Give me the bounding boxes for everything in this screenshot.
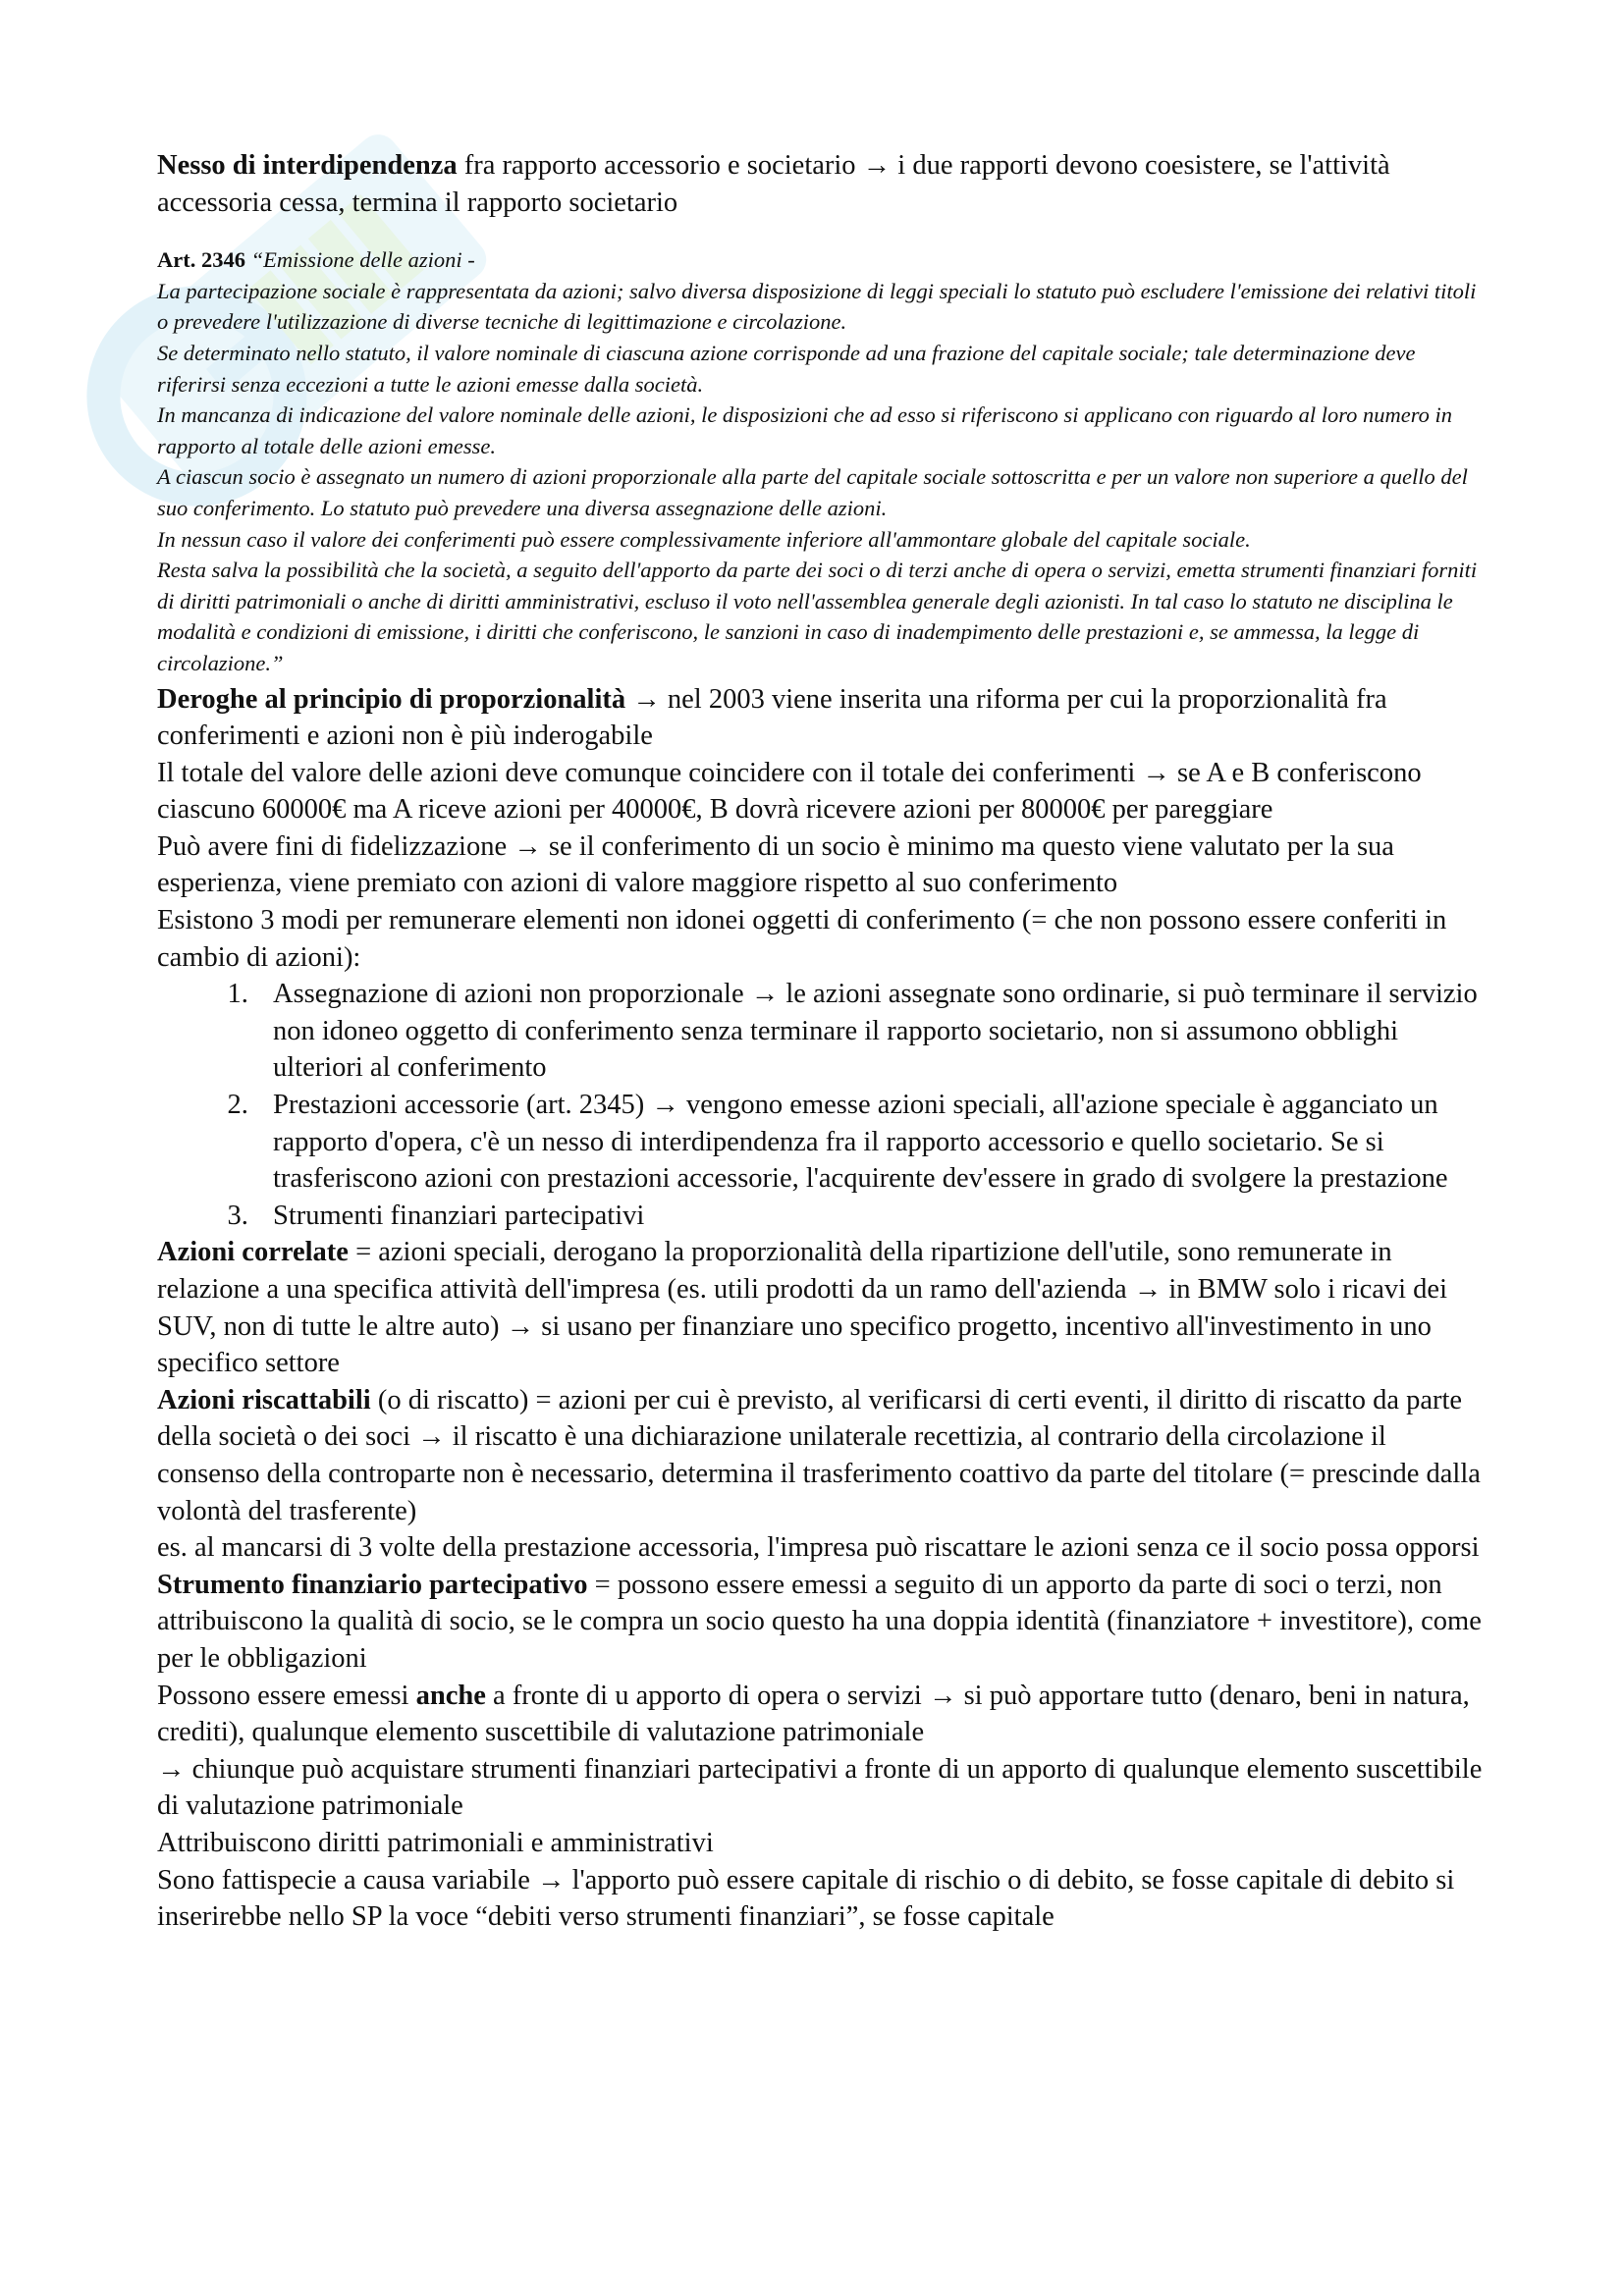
- article-title: “Emissione delle azioni -: [244, 247, 475, 273]
- strumento-term: Strumento finanziario partecipativo: [157, 1569, 588, 1600]
- article-2346-quote: [157, 244, 1483, 678]
- strumento-paragraph: Strumento finanziario partecipativo = possono essere emessi a seguito di un apporto da parte di soci o terzi, non attribuiscono la qualità di socio, se le compra un socio questo ha una doppia identità (finanziatore + investitore), come per le obbligazioni: [157, 1569, 1482, 1674]
- article-line: A ciascun socio è assegnato un numero di azioni proporzionale alla parte del capitale sociale sottoscritta e per un valore non superiore a quello del suo conferimento. Lo statuto può prevedere una diversa assegnazione delle azioni.: [157, 464, 1468, 520]
- totale-paragraph: Il totale del valore delle azioni deve comunque coincidere con il totale dei conferimenti → se A e B conferiscono ciascuno 60000€ ma A riceve azioni per 40000€, B dovrà ricevere azioni per 80000€ per pareggiare: [157, 757, 1422, 826]
- correlate-term: Azioni correlate: [157, 1237, 349, 1268]
- anche-term: anche: [415, 1680, 486, 1711]
- fattispecie-paragraph: Sono fattispecie a causa variabile → l'apporto può essere capitale di rischio o di debito, se fosse capitale di debito si inserirebbe nello SP la voce “debiti verso strumenti finanziari”, se fosse capitale: [157, 1864, 1455, 1933]
- article-line: Resta salva la possibilità che la società, a seguito dell'apporto da parte dei soci o di terzi anche di opera o servizi, emetta strumenti finanziari forniti di diritti patrimoniali o anche di diritti amministrativi, escluso il voto nell'assemblea generale degli azionisti. In tal caso lo statuto ne disciplina le modalità e condizioni di emissione, i diritti che conferiscono, le sanzioni in caso di inadempimento delle prestazioni e, se ammessa, la legge di circolazione.”: [157, 558, 1478, 675]
- riscattabili-term: Azioni riscattabili: [157, 1384, 371, 1415]
- deroghe-paragraph: Deroghe al principio di proporzionalità → nel 2003 viene inserita una riforma per cui la proporzionalità fra conferimenti e azioni non è più inderogabile: [157, 683, 1387, 752]
- modi-list: [157, 976, 1483, 1234]
- riscattabili-paragraph: Azioni riscattabili (o di riscatto) = azioni per cui è previsto, al verificarsi di certi eventi, il diritto di riscatto da parte della società o dei soci → il riscatto è una dichiarazione unilaterale recettizia, al contrario della circolazione il consenso della controparte non è necessario, determina il trasferimento coattivo da parte del titolare (= prescinde dalla volontà del trasferente): [157, 1384, 1481, 1526]
- fidelizzazione-paragraph: Può avere fini di fidelizzazione → se il conferimento di un socio è minimo ma questo viene valutato per la sua esperienza, viene premiato con azioni di valore maggiore rispetto al suo conferimento: [157, 830, 1394, 899]
- esempio-paragraph: es. al mancarsi di 3 volte della prestazione accessoria, l'impresa può riscattare le azioni senza ce il socio possa opporsi: [157, 1532, 1480, 1564]
- correlate-paragraph: Azioni correlate = azioni speciali, derogano la proporzionalità della ripartizione dell'utile, sono remunerate in relazione a una specifica attività dell'impresa (es. utili prodotti da un ramo dell'azienda → in BMW solo i ricavi dei SUV, non di tutte le altre auto) → si usano per finanziare uno specifico progetto, incentivo all'investimento in uno specifico settore: [157, 1237, 1447, 1379]
- article-line: Se determinato nello statuto, il valore nominale di ciascuna azione corrisponde ad una frazione del capitale sociale; tale determinazione deve riferirsi senza eccezioni a tutte le azioni emesse dalla società.: [157, 340, 1416, 397]
- deroghe-term: Deroghe al principio di proporzionalità: [157, 683, 626, 715]
- article-line: In nessun caso il valore dei conferimenti può essere complessivamente inferiore all'ammontare globale del capitale sociale.: [157, 526, 1251, 552]
- anche-paragraph: Possono essere emessi anche a fronte di u apporto di opera o servizi → si può apportare tutto (denaro, beni in natura, crediti), qualunque elemento suscettibile di valutazione patrimoniale: [157, 1680, 1470, 1748]
- chiunque-paragraph: → chiunque può acquistare strumenti finanziari partecipativi a fronte di un apporto di qualunque elemento suscettibile di valutazione patrimoniale: [157, 1753, 1483, 1822]
- article-line: La partecipazione sociale è rappresentata da azioni; salvo diversa disposizione di leggi speciali lo statuto può escludere l'emissione dei relativi titoli o prevedere l'utilizzazione di diverse tecniche di legittimazione e circolazione.: [157, 278, 1477, 335]
- modi-paragraph: Esistono 3 modi per remunerare elementi non idonei oggetti di conferimento (= che non possono essere conferiti in cambio di azioni):: [157, 905, 1447, 973]
- article-line: In mancanza di indicazione del valore nominale delle azioni, le disposizioni che ad esso si riferiscono si applicano con riguardo al loro numero in rapporto al totale delle azioni emesse.: [157, 402, 1453, 458]
- list-item: 3. Strumenti finanziari partecipativi: [255, 1198, 1483, 1235]
- intro-paragraph: Nesso di interdipendenza fra rapporto accessorio e societario → i due rapporti devono coesistere, se l'attività accessoria cessa, termina il rapporto societario: [157, 150, 1390, 218]
- intro-term: Nesso di interdipendenza: [157, 150, 458, 181]
- list-item: 1. Assegnazione di azioni non proporzionale → le azioni assegnate sono ordinarie, si può terminare il servizio non idoneo oggetto di conferimento senza terminare il rapporto societario, non si assumono obblighi ulteriori al conferimento: [255, 976, 1483, 1087]
- article-number: Art. 2346: [157, 247, 245, 273]
- attribuiscono-paragraph: Attribuiscono diritti patrimoniali e amministrativi: [157, 1827, 714, 1858]
- list-item: 2. Prestazioni accessorie (art. 2345) → vengono emesse azioni speciali, all'azione speciale è agganciato un rapporto d'opera, c'è un nesso di interdipendenza fra il rapporto accessorio e quello societario. Se si trasferiscono azioni con prestazioni accessorie, l'acquirente dev'essere in grado di svolgere la prestazione: [255, 1087, 1483, 1198]
- document-body: [157, 147, 1483, 1936]
